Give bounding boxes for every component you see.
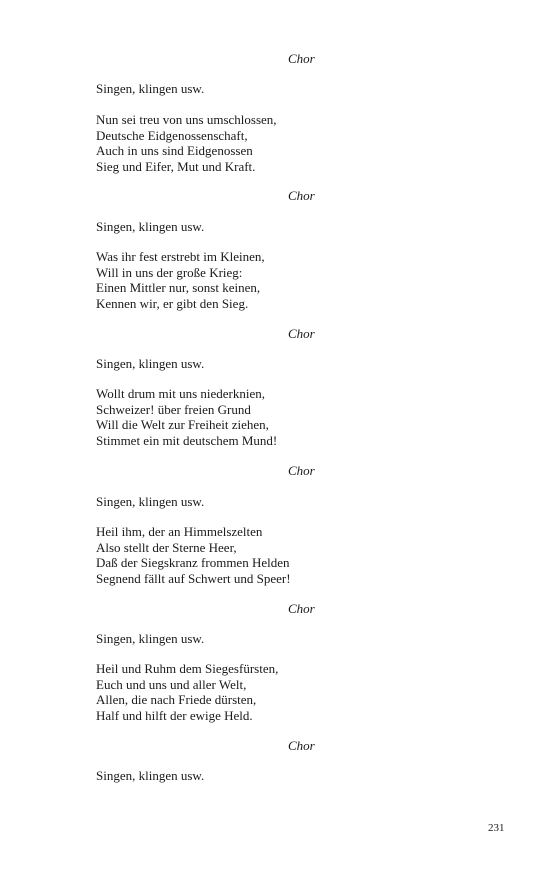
stanza — [96, 661, 278, 723]
chor-heading: Chor — [288, 188, 315, 203]
verse-line: Kennen wir, er gibt den Sieg. — [96, 295, 249, 311]
verse-line: Was ihr fest erstrebt im Kleinen, — [96, 249, 265, 264]
verse-line: Einen Mittler nur, sonst keinen, — [96, 280, 261, 295]
refrain-line: Singen, klingen usw. — [96, 81, 205, 96]
verse-line: Half und hilft der ewige Held. — [96, 707, 253, 723]
refrain-line: Singen, klingen usw. — [96, 356, 205, 371]
stanza — [96, 386, 277, 448]
chor-heading: Chor — [288, 463, 315, 478]
stanza — [96, 249, 265, 311]
refrain-line: Singen, klingen usw. — [96, 219, 205, 234]
refrain-line: Singen, klingen usw. — [96, 494, 205, 509]
verse-line: Nun sei treu von uns umschlossen, — [96, 112, 277, 127]
chor-heading: Chor — [288, 738, 315, 753]
verse-line: Stimmet ein mit deutschem Mund! — [96, 432, 278, 448]
stanza — [96, 524, 291, 586]
verse-line: Heil und Ruhm dem Siegesfürsten, — [96, 661, 279, 676]
verse-line: Auch in uns sind Eidgenossen — [96, 143, 253, 158]
verse-line: Will die Welt zur Freiheit ziehen, — [96, 417, 269, 432]
verse-line: Segnend fällt auf Schwert und Speer! — [96, 570, 291, 586]
page-number: 231 — [488, 822, 505, 834]
verse-line: Sieg und Eifer, Mut und Kraft. — [96, 158, 256, 174]
chor-heading: Chor — [288, 601, 315, 616]
verse-line: Allen, die nach Friede dürsten, — [96, 692, 257, 707]
refrain-line: Singen, klingen usw. — [96, 631, 205, 646]
chor-heading: Chor — [288, 326, 315, 341]
verse-line: Heil ihm, der an Himmelszelten — [96, 524, 263, 539]
verse-line: Schweizer! über freien Grund — [96, 401, 251, 417]
verse-line: Euch und uns und aller Welt, — [96, 676, 247, 692]
verse-line: Also stellt der Sterne Heer, — [96, 539, 237, 555]
verse-line: Wollt drum mit uns niederknien, — [96, 386, 266, 401]
refrain-line: Singen, klingen usw. — [96, 768, 205, 783]
stanza — [96, 112, 277, 174]
verse-line: Will in uns der große Krieg: — [96, 264, 243, 280]
verse-line: Daß der Siegskranz frommen Helden — [96, 555, 290, 570]
chor-heading: Chor — [288, 51, 315, 66]
verse-line: Deutsche Eidgenossenschaft, — [96, 127, 248, 143]
